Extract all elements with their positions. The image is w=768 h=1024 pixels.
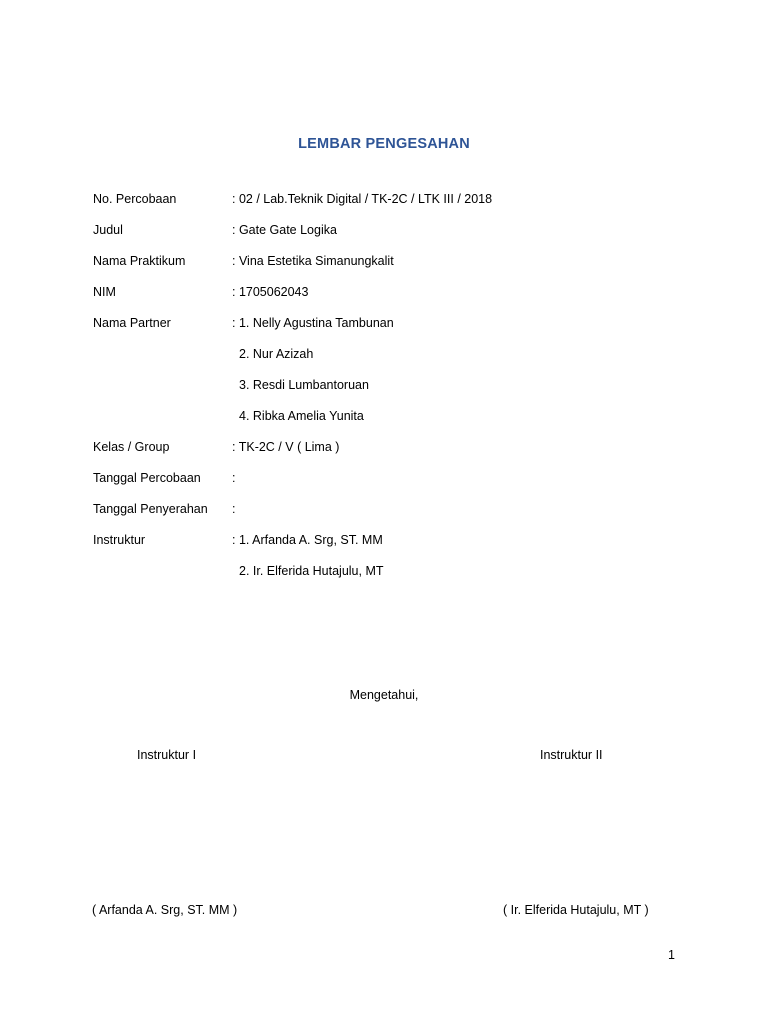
field-value: : 1. Arfanda A. Srg, ST. MM [232,533,383,547]
field-value: 3. Resdi Lumbantoruan [239,378,369,392]
page-title: LEMBAR PENGESAHAN [298,136,470,152]
field-label: Kelas / Group [93,440,170,454]
page-number: 1 [668,948,675,962]
field-label: Instruktur [93,533,146,547]
field-value: : 02 / Lab.Teknik Digital / TK-2C / LTK III / 2018 [232,192,493,206]
field-value: : Vina Estetika Simanungkalit [232,254,394,268]
field-label: Judul [93,223,123,237]
field-value: : [232,502,236,516]
field-label: NIM [93,285,116,299]
field-label: Nama Partner [93,316,171,330]
signature-right-title: Instruktur II [540,748,603,762]
field-value: : TK-2C / V ( Lima ) [232,440,340,454]
field-value: : 1705062043 [232,285,309,299]
field-value: : [232,471,236,485]
signature-right-name: ( Ir. Elferida Hutajulu, MT ) [503,903,649,917]
field-value: 2. Ir. Elferida Hutajulu, MT [239,564,384,578]
field-value: 2. Nur Azizah [239,347,314,361]
field-label: Tanggal Penyerahan [93,502,208,516]
field-value: : Gate Gate Logika [232,223,337,237]
field-label: Nama Praktikum [93,254,186,268]
field-value: 4. Ribka Amelia Yunita [239,409,364,423]
field-value: : 1. Nelly Agustina Tambunan [232,316,394,330]
field-label: No. Percobaan [93,192,177,206]
acknowledged-text: Mengetahui, [349,688,419,702]
signature-left-title: Instruktur I [137,748,197,762]
field-label: Tanggal Percobaan [93,471,201,485]
signature-left-name: ( Arfanda A. Srg, ST. MM ) [92,903,238,917]
